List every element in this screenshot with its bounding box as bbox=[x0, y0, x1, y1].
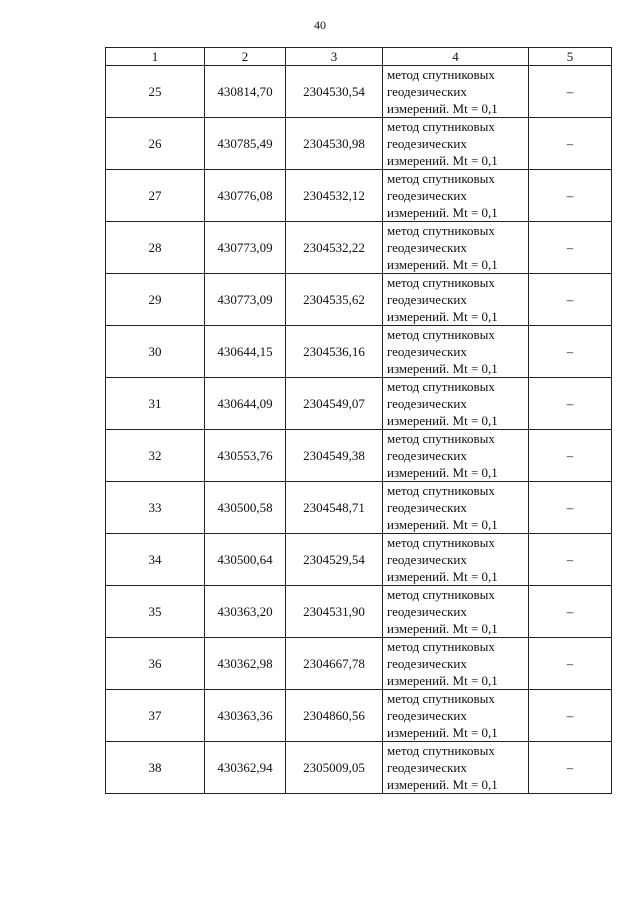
x-coordinate-cell: 430553,76 bbox=[205, 430, 286, 482]
column-header-2: 2 bbox=[205, 48, 286, 66]
x-coordinate-cell: 430785,49 bbox=[205, 118, 286, 170]
coordinates-table bbox=[105, 47, 612, 794]
table-row bbox=[106, 170, 612, 222]
y-coordinate-cell: 2304532,22 bbox=[286, 222, 383, 274]
point-number-cell: 26 bbox=[106, 118, 205, 170]
point-number-cell: 31 bbox=[106, 378, 205, 430]
point-number-cell: 35 bbox=[106, 586, 205, 638]
method-line: измерений. Mt = 0,1 bbox=[387, 361, 498, 376]
x-coordinate-cell: 430644,09 bbox=[205, 378, 286, 430]
point-number-cell: 34 bbox=[106, 534, 205, 586]
y-coordinate-cell: 2304530,54 bbox=[286, 66, 383, 118]
table-header-row bbox=[106, 48, 612, 66]
y-coordinate-cell: 2304548,71 bbox=[286, 482, 383, 534]
note-cell: – bbox=[529, 378, 612, 430]
y-coordinate-cell: 2304531,90 bbox=[286, 586, 383, 638]
method-cell bbox=[383, 66, 529, 118]
point-number-cell: 37 bbox=[106, 690, 205, 742]
column-header-4: 4 bbox=[383, 48, 529, 66]
table-row bbox=[106, 638, 612, 690]
method-line: метод спутниковых bbox=[387, 483, 495, 498]
y-coordinate-cell: 2304549,07 bbox=[286, 378, 383, 430]
method-line: геодезических bbox=[387, 760, 467, 775]
method-line: геодезических bbox=[387, 552, 467, 567]
method-line: измерений. Mt = 0,1 bbox=[387, 517, 498, 532]
point-number-cell: 28 bbox=[106, 222, 205, 274]
note-cell: – bbox=[529, 430, 612, 482]
y-coordinate-cell: 2304532,12 bbox=[286, 170, 383, 222]
y-coordinate-cell: 2304529,54 bbox=[286, 534, 383, 586]
method-line: метод спутниковых bbox=[387, 639, 495, 654]
table-row bbox=[106, 430, 612, 482]
point-number-cell: 36 bbox=[106, 638, 205, 690]
point-number-cell: 32 bbox=[106, 430, 205, 482]
method-cell bbox=[383, 482, 529, 534]
page-number: 40 bbox=[314, 18, 326, 32]
method-cell bbox=[383, 326, 529, 378]
method-line: геодезических bbox=[387, 344, 467, 359]
method-line: метод спутниковых bbox=[387, 223, 495, 238]
method-line: геодезических bbox=[387, 500, 467, 515]
method-line: метод спутниковых bbox=[387, 379, 495, 394]
x-coordinate-cell: 430500,64 bbox=[205, 534, 286, 586]
x-coordinate-cell: 430500,58 bbox=[205, 482, 286, 534]
note-cell: – bbox=[529, 66, 612, 118]
method-line: измерений. Mt = 0,1 bbox=[387, 465, 498, 480]
table-row bbox=[106, 326, 612, 378]
method-line: геодезических bbox=[387, 188, 467, 203]
x-coordinate-cell: 430773,09 bbox=[205, 274, 286, 326]
point-number-cell: 38 bbox=[106, 742, 205, 794]
method-line: метод спутниковых bbox=[387, 119, 495, 134]
method-cell bbox=[383, 638, 529, 690]
method-cell bbox=[383, 378, 529, 430]
method-cell bbox=[383, 430, 529, 482]
note-cell: – bbox=[529, 170, 612, 222]
method-line: измерений. Mt = 0,1 bbox=[387, 725, 498, 740]
y-coordinate-cell: 2304536,16 bbox=[286, 326, 383, 378]
y-coordinate-cell: 2304530,98 bbox=[286, 118, 383, 170]
table-row bbox=[106, 118, 612, 170]
table-row bbox=[106, 690, 612, 742]
method-line: измерений. Mt = 0,1 bbox=[387, 205, 498, 220]
y-coordinate-cell: 2304535,62 bbox=[286, 274, 383, 326]
method-cell bbox=[383, 118, 529, 170]
point-number-cell: 30 bbox=[106, 326, 205, 378]
method-line: измерений. Mt = 0,1 bbox=[387, 673, 498, 688]
method-line: измерений. Mt = 0,1 bbox=[387, 101, 498, 116]
table-row bbox=[106, 586, 612, 638]
method-line: геодезических bbox=[387, 708, 467, 723]
method-cell bbox=[383, 586, 529, 638]
method-line: метод спутниковых bbox=[387, 327, 495, 342]
method-line: метод спутниковых bbox=[387, 171, 495, 186]
x-coordinate-cell: 430363,20 bbox=[205, 586, 286, 638]
x-coordinate-cell: 430814,70 bbox=[205, 66, 286, 118]
point-number-cell: 25 bbox=[106, 66, 205, 118]
method-line: метод спутниковых bbox=[387, 431, 495, 446]
table-row bbox=[106, 66, 612, 118]
point-number-cell: 27 bbox=[106, 170, 205, 222]
method-cell bbox=[383, 170, 529, 222]
method-line: геодезических bbox=[387, 396, 467, 411]
table-row bbox=[106, 222, 612, 274]
x-coordinate-cell: 430776,08 bbox=[205, 170, 286, 222]
note-cell: – bbox=[529, 222, 612, 274]
table-row bbox=[106, 534, 612, 586]
method-line: метод спутниковых bbox=[387, 67, 495, 82]
note-cell: – bbox=[529, 586, 612, 638]
note-cell: – bbox=[529, 326, 612, 378]
point-number-cell: 33 bbox=[106, 482, 205, 534]
method-line: геодезических bbox=[387, 240, 467, 255]
method-cell bbox=[383, 274, 529, 326]
note-cell: – bbox=[529, 118, 612, 170]
note-cell: – bbox=[529, 638, 612, 690]
column-header-3: 3 bbox=[286, 48, 383, 66]
x-coordinate-cell: 430362,94 bbox=[205, 742, 286, 794]
note-cell: – bbox=[529, 534, 612, 586]
method-line: метод спутниковых bbox=[387, 535, 495, 550]
point-number-cell: 29 bbox=[106, 274, 205, 326]
method-line: геодезических bbox=[387, 604, 467, 619]
note-cell: – bbox=[529, 482, 612, 534]
method-cell bbox=[383, 742, 529, 794]
method-cell bbox=[383, 690, 529, 742]
y-coordinate-cell: 2305009,05 bbox=[286, 742, 383, 794]
x-coordinate-cell: 430773,09 bbox=[205, 222, 286, 274]
method-line: метод спутниковых bbox=[387, 691, 495, 706]
note-cell: – bbox=[529, 690, 612, 742]
method-cell bbox=[383, 534, 529, 586]
method-line: измерений. Mt = 0,1 bbox=[387, 153, 498, 168]
method-line: метод спутниковых bbox=[387, 275, 495, 290]
method-line: метод спутниковых bbox=[387, 587, 495, 602]
note-cell: – bbox=[529, 274, 612, 326]
table-row bbox=[106, 274, 612, 326]
method-line: геодезических bbox=[387, 292, 467, 307]
method-line: измерений. Mt = 0,1 bbox=[387, 777, 498, 792]
y-coordinate-cell: 2304667,78 bbox=[286, 638, 383, 690]
method-line: геодезических bbox=[387, 448, 467, 463]
table-row bbox=[106, 378, 612, 430]
table-row bbox=[106, 742, 612, 794]
y-coordinate-cell: 2304549,38 bbox=[286, 430, 383, 482]
method-line: геодезических bbox=[387, 136, 467, 151]
method-line: геодезических bbox=[387, 84, 467, 99]
note-cell: – bbox=[529, 742, 612, 794]
method-cell bbox=[383, 222, 529, 274]
y-coordinate-cell: 2304860,56 bbox=[286, 690, 383, 742]
column-header-1: 1 bbox=[106, 48, 205, 66]
x-coordinate-cell: 430362,98 bbox=[205, 638, 286, 690]
method-line: метод спутниковых bbox=[387, 743, 495, 758]
method-line: измерений. Mt = 0,1 bbox=[387, 621, 498, 636]
x-coordinate-cell: 430644,15 bbox=[205, 326, 286, 378]
method-line: геодезических bbox=[387, 656, 467, 671]
x-coordinate-cell: 430363,36 bbox=[205, 690, 286, 742]
method-line: измерений. Mt = 0,1 bbox=[387, 413, 498, 428]
method-line: измерений. Mt = 0,1 bbox=[387, 257, 498, 272]
column-header-5: 5 bbox=[529, 48, 612, 66]
method-line: измерений. Mt = 0,1 bbox=[387, 309, 498, 324]
method-line: измерений. Mt = 0,1 bbox=[387, 569, 498, 584]
table-row bbox=[106, 482, 612, 534]
